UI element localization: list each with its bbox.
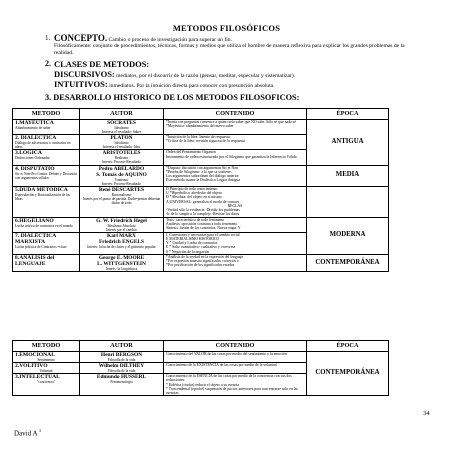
author-interest: Interés por el cambio xyxy=(106,227,137,232)
author-mark-name: David A xyxy=(14,429,38,438)
author-school: Filosofía de la vida xyxy=(107,358,136,362)
content-line: REGLAS xyxy=(227,203,243,208)
section-text: Cambio o proceso de investigación para superar un fin. xyxy=(108,37,232,43)
method-desc: Sic et Non-Pro Contra. Debate y Discusión con argumentos sólidos xyxy=(15,171,77,180)
method-name: 2.VOLITIVO xyxy=(15,363,48,370)
content-line: L Conexiones y necesarias para el cambio social xyxy=(166,232,240,237)
epoch-cell: MODERNA xyxy=(307,217,389,254)
author-school: Idealismo xyxy=(114,141,129,146)
method-desc: "conciencia" xyxy=(36,380,56,385)
content-line: Conocimiento de la EXISTENCIA de las cosas por medio de la voluntad xyxy=(166,363,277,368)
author-name: George E. MOORE xyxy=(98,254,145,261)
header-contenido: CONTENIDO xyxy=(164,341,307,352)
header-autor: AUTOR xyxy=(80,341,164,352)
section-number: 2. xyxy=(45,59,51,68)
section-text: Filosóficamente: conjunto de procedimientos, técnicas, formas y medios que utiliza el hombre de manera reflexiva para explicar los grandes problemas de la realidad. xyxy=(54,43,405,56)
header-metodo: METODO xyxy=(13,341,80,352)
table-row xyxy=(13,165,389,186)
author-name: Karl MARX xyxy=(107,232,136,239)
author-interest: Interesa el resultado: Saber xyxy=(101,130,141,135)
section-heading: CONCEPTO. xyxy=(54,33,108,43)
label-discursivos: DISCURSIVOS: xyxy=(54,69,115,79)
content-line: *Crítica de la Idea: revisión rigurosa de la respuesta xyxy=(166,139,245,144)
author-name: Pedro ABELARDO xyxy=(98,165,145,172)
content-line: -Verdad sólo la evidencia -Dividir los problemas xyxy=(166,208,240,212)
table-row xyxy=(13,254,389,271)
content-line: Instrumento de orden estructurado por el Silogismo que garantiza la Inferencia Válida xyxy=(166,154,297,159)
content-line: *Disputa: discusión con argumentos Sic et Non xyxy=(166,165,239,170)
content-line: Los argumentos subordinan del diálogo anterior xyxy=(166,174,239,179)
table-header-row xyxy=(13,341,389,352)
method-name: 2. DIALÉCTICA xyxy=(15,135,57,142)
content-line: D *Absoluta: del objeto en sí mismo xyxy=(166,195,222,200)
method-desc: Deducciones Ordenadas xyxy=(15,156,50,161)
author-interest: Interés: Proceso-Resultado xyxy=(102,160,141,165)
content-line: *Intuición de la Idea: Intento de respuesta xyxy=(166,135,230,140)
author-interest: Interés por el punto de partida. Duda=pensar deberían dudar de todo xyxy=(82,196,161,205)
method-name: 8.ANÁLISIS del LENGUAJE xyxy=(15,254,55,267)
page-number: 34 xyxy=(423,410,430,417)
author-school: Realismo xyxy=(114,156,129,161)
epoch-cell: CONTEMPORÁNEA xyxy=(307,352,389,396)
content-line: Síntesis: fusión de los contrarios. Nueva etapa. Y xyxy=(166,226,241,230)
section-concepto xyxy=(45,33,424,56)
methods-table-2 xyxy=(12,340,389,396)
content-line: *Mayéutica: alumbramiento del nuevo saber xyxy=(166,124,234,129)
content-line: *Por expresión muestra significados correctos o xyxy=(166,259,239,264)
author-interest: Interesa el resultado: Idea xyxy=(102,145,141,150)
method-desc: Especulación y Racionalización de las Ideas xyxy=(15,192,71,201)
content-line: * Eidética (ciudar) reducir el objeto a su esencia xyxy=(166,382,240,387)
method-name: 6.HEGELIANO xyxy=(15,217,54,224)
author-interest: Interés: la Lingüística xyxy=(105,266,138,271)
section-clases xyxy=(45,59,434,90)
method-desc: Alumbramiento de saber xyxy=(15,126,51,130)
table-row xyxy=(13,186,389,217)
author-school: Idealismo xyxy=(114,126,129,130)
author-name-2: S. Tomás de AQUINO xyxy=(96,171,147,178)
epoch-cell-empty xyxy=(307,186,389,217)
author-name: René DESCARTES xyxy=(98,186,145,193)
section-number: 1. xyxy=(45,34,51,42)
epoch-cell: ANTIGUA xyxy=(307,120,389,166)
method-desc: Sentimiento xyxy=(37,358,55,362)
epoch-cell: CONTEMPORÁNEA xyxy=(307,254,389,271)
content-line: D Principio de todo conocimiento xyxy=(166,186,218,191)
content-line: Y * Unidad y Lucha de contrarios xyxy=(166,241,218,246)
content-line: Este método asume la Dialéctica Lógica Antigua xyxy=(166,178,241,183)
method-name: 1.EMOCIONAL xyxy=(15,352,55,358)
table-header-row xyxy=(13,109,389,120)
method-name: 3.LÓGICA xyxy=(15,150,42,157)
content-line: * Trascendental (epoché) suspensión de juicios anteriores para concentrarse solo en las esencias xyxy=(166,386,298,396)
author-school: Fenomenología xyxy=(110,380,133,385)
author-name-2: L. WITTGENSTEIN xyxy=(97,260,146,267)
header-contenido: CONTENIDO xyxy=(164,109,307,120)
content-line: Conocimiento del VALOR de las cosas por medio del sentimiento y la emoción xyxy=(166,352,287,356)
method-name: 7. DIALÉCTICA MARXISTA xyxy=(15,232,57,245)
method-name: 5.DUDA METÓDICA xyxy=(15,186,68,193)
content-line: Orden del Pensamiento Organon xyxy=(166,150,216,155)
method-desc: Lucha práctica de Contrarios =clase xyxy=(15,244,67,249)
method-name: 4. DISPUTATIO xyxy=(15,165,55,172)
author-school: Idealismo Absoluto xyxy=(107,223,136,228)
content-line: S * Negación de la negación xyxy=(166,249,210,254)
section-desarrollo-heading: 3. DESARROLLO HISTORICO DE LOS METODOS FILOSOFICOS: xyxy=(45,93,300,102)
epoch-cell: MEDIA xyxy=(307,165,389,186)
author-name: PLATÓN xyxy=(110,135,133,142)
method-desc: Voluntad xyxy=(39,369,53,374)
author-school: Filosofía de la vida xyxy=(107,369,136,374)
content-line: Antítesis: oposición contraria a todo fenómeno xyxy=(166,221,238,226)
table-row xyxy=(13,217,389,232)
methods-table-1 xyxy=(12,108,389,272)
header-autor: AUTOR xyxy=(80,109,164,120)
content-line: Tesis: característica de todo fenómeno xyxy=(166,217,225,222)
content-line: U *Hiperbólica: alrededor del objeto xyxy=(166,191,222,195)
table-row xyxy=(13,120,389,135)
author-name: Wilhelm DILTHEY xyxy=(98,363,145,370)
section-heading: CLASES DE METODOS: xyxy=(54,59,150,69)
label-intuitivos: INTUITIVOS: xyxy=(54,79,108,89)
header-epoca: ÉPOCA xyxy=(307,341,389,352)
table-row xyxy=(13,352,389,363)
author-interest: Interés: Proceso-Resultado xyxy=(102,181,141,186)
content-line: *Prueba de Silogismo: a lo que se sostiene. xyxy=(166,169,232,174)
content-line: E MATERIALISMO HISTÓRICO xyxy=(166,236,220,241)
content-line: A UNIVERSAL: generaliza el modo de conocer xyxy=(166,199,240,204)
method-desc: Diálogo de adversarios o contrarios en ideas xyxy=(15,141,71,150)
author-name: G. W. Friedrich Hegel xyxy=(96,217,147,224)
content-line: -Ir de lo simple a lo complejo -Revisar los datos xyxy=(166,212,240,217)
text-discursivos: mediatos, por el discurrir de la razón (pensar, meditar, especular y sistematizar). xyxy=(116,73,296,79)
header-epoca: ÉPOCA xyxy=(307,109,389,120)
method-name: 1.MAYÉUTICA xyxy=(15,120,54,126)
method-desc: Lucha teórica de contrarios en el mundo xyxy=(15,223,73,228)
page-title: METODOS FILOSÓFICOS xyxy=(172,23,281,33)
author-interest: Interés: la lucha de clases y el gobierno popular xyxy=(87,244,156,249)
author-name: Henri BERGSON xyxy=(100,352,143,358)
author-name-2: Friedrich ENGELS xyxy=(98,238,145,245)
content-line: E * Salto cuantitativo- cualitativo y viceversa xyxy=(166,245,236,250)
content-line: *Análisis de la verdad en la expresión del lenguaje xyxy=(166,254,244,259)
author-mark-sup: 3 xyxy=(38,428,41,433)
author-school: Racionalismo xyxy=(111,192,132,197)
header-metodo: METODO xyxy=(13,109,80,120)
text-intuitivos: inmediatos. Por la intuición directa para conocer con presunción absoluta. xyxy=(109,83,275,89)
author-name: Edmundo HUSSERL xyxy=(96,374,147,381)
author-name: SÓCRATES xyxy=(107,120,136,126)
method-name: 3.INTELECTUAL xyxy=(15,374,60,381)
content-line: *Ironía con preguntas convence a quien creía saber que NO sabe. Sólo sé que nada sé xyxy=(166,120,296,124)
content-line: *Por justificación de los significados errados xyxy=(166,263,235,268)
content-line: Conocimiento de la ESENCIA de las cosas por medio de la conciencia con sus dos reducciones: xyxy=(166,374,292,383)
author-mark xyxy=(14,428,41,437)
author-name: ARISTÓTELES xyxy=(102,150,141,157)
author-school: Tomismo xyxy=(114,177,129,182)
